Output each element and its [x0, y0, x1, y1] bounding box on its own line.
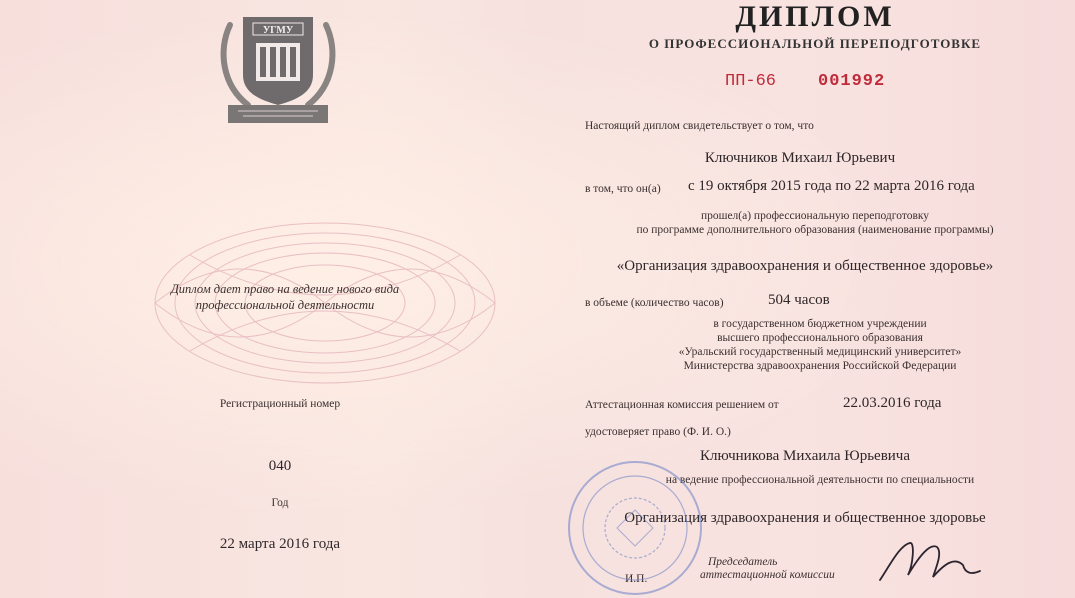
- institution-line-4: Министерства здравоохранения Российской Федерации: [683, 360, 957, 372]
- program-name: «Организация здравоохранения и общественное здоровье»: [616, 258, 994, 274]
- confirms-label: удостоверяет право (Ф. И. О.): [585, 426, 731, 438]
- emblem-text: УГМУ: [262, 25, 294, 36]
- bottom-initials: И.П.: [625, 573, 648, 585]
- rights-line-1: Диплом дает право на ведение нового вида: [170, 282, 400, 296]
- document-title: ДИПЛОМ: [735, 0, 895, 33]
- holder-name-genitive: Ключникова Михаила Юрьевича: [699, 448, 910, 464]
- completed-line-1: прошел(а) профессиональную переподготовку: [700, 210, 930, 222]
- institution-line-3: «Уральский государственный медицинский университет»: [678, 346, 962, 358]
- registration-number: 040: [268, 458, 292, 474]
- certifies-text: Настоящий диплом свидетельствует о том, что: [585, 120, 814, 132]
- commission-label: Аттестационная комиссия решением от: [585, 399, 779, 411]
- official-stamp: [565, 458, 705, 598]
- issue-date: 22 марта 2016 года: [219, 536, 341, 552]
- document-subtitle: О ПРОФЕССИОНАЛЬНОЙ ПЕРЕПОДГОТОВКЕ: [648, 36, 982, 51]
- university-emblem: [208, 5, 348, 130]
- institution-line-2: высшего профессионального образования: [717, 332, 923, 344]
- completed-line-2: по программе дополнительного образования (наименование программы): [636, 224, 994, 236]
- period-label: в том, что он(а): [585, 183, 661, 195]
- diploma-series: ПП-66: [725, 72, 777, 91]
- chair-label-1: Председатель: [708, 556, 778, 568]
- registration-label: Регистрационный номер: [219, 398, 341, 410]
- rights-line-2: профессиональной деятельности: [195, 298, 375, 312]
- hours-label: в объеме (количество часов): [585, 297, 724, 309]
- chair-label-2: аттестационной комиссии: [700, 569, 835, 581]
- holder-name: Ключников Михаил Юрьевич: [704, 150, 896, 166]
- commission-date: 22.03.2016 года: [843, 395, 942, 411]
- diploma-number: 001992: [818, 72, 886, 91]
- specialty-name: Организация здравоохранения и общественное здоровье: [624, 510, 986, 526]
- study-period: с 19 октября 2015 года по 22 марта 2016 года: [688, 178, 975, 194]
- hours-value: 504 часов: [768, 292, 830, 308]
- year-label: Год: [271, 497, 289, 509]
- institution-line-1: в государственном бюджетном учреждении: [713, 318, 927, 330]
- chair-signature: [875, 535, 985, 585]
- specialty-label: на ведение профессиональной деятельности по специальности: [665, 474, 975, 486]
